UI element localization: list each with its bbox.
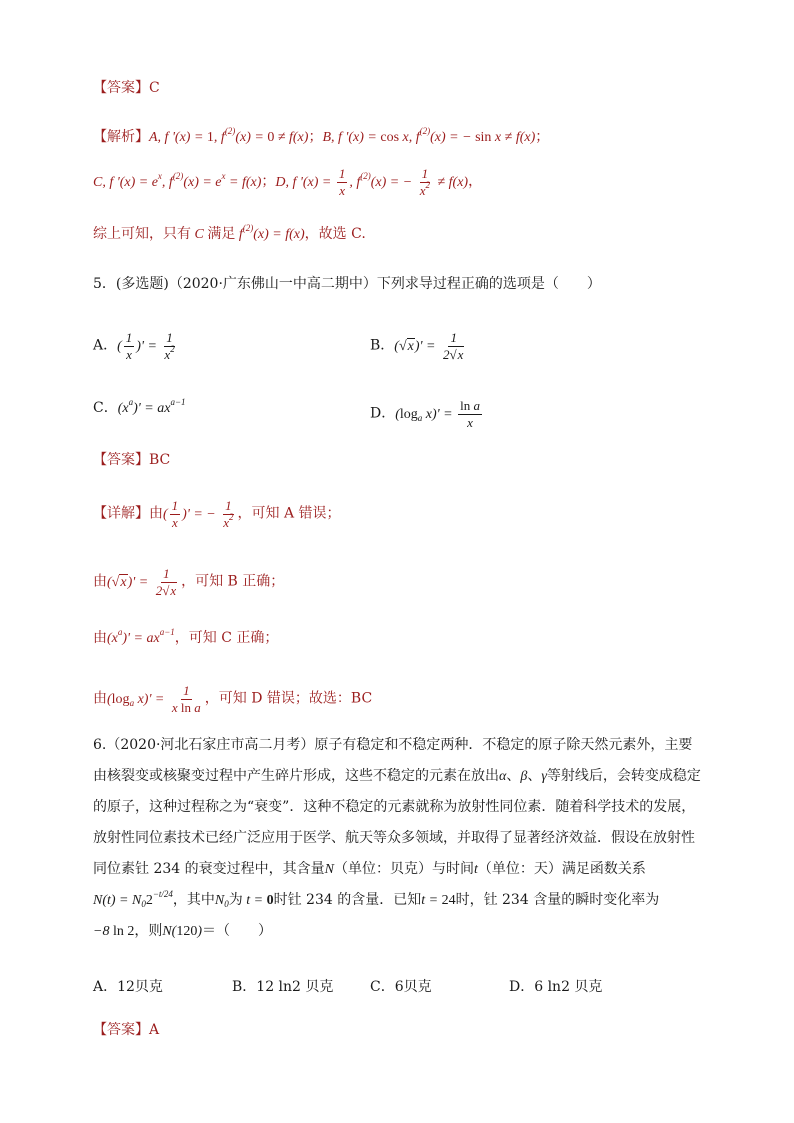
answer-tag: 【答案】 — [93, 80, 149, 96]
q5-detail-b: 由(√x)' = $\frac{1}{2√x}$ ，可知 B 正确； — [93, 566, 285, 598]
q5-answer-line — [93, 450, 170, 470]
q5-detail-d: 由($\log_a$ x)' = $\frac{1}{\text{x ln a}}$ ，可知 D 错误；故选：BC — [93, 683, 373, 715]
q6-answer: A — [149, 1022, 160, 1038]
answer-tag: 【答案】 — [93, 1022, 149, 1038]
q5-answer: BC — [149, 452, 171, 468]
q4-analysis-line-1: 【解析】A, f '(x) = 1, $f^{(2)}(x) = 0 \ne f(x)$；B, f '(x) = cos x, $f^{(2)}(x)$ = − sin x ≠ f(x)； — [93, 126, 550, 145]
q4-formula-c-d: C, f '$(x) = e^x$, $f^{(2)}(x) = e^x = f(x)$ — [93, 170, 262, 190]
q4-analysis-line-2: C, f '$(x) = e^x$, $f^{(2)}(x) = e^x = f(x)$；D, f '(x) = $\frac{1}{x}$ , $f^{(2)}(x)$ = − $\frac{1}{x^2}$ ≠ f(x)， — [93, 166, 483, 198]
q5-detail-c: 由$(x^a)' = ax^{a-1}$，可知 C 正确； — [93, 627, 279, 646]
q5-option-b: B．(√x)' = $\frac{1}{2√x}$ — [370, 330, 464, 362]
q5-detail-a: 【详解】由( $\frac{1}{x}$ )' = − $\frac{1}{x^2}$ ，可知 A 错误； — [93, 498, 341, 530]
detail-tag: 【详解】 — [93, 505, 149, 522]
q5-option-a: A．( $\frac{1}{x}$ )' = $\frac{1}{x^2}$ — [93, 330, 175, 362]
q5-stem: 5．(多选题)（2020·广东佛山一中高二期中）下列求导过程正确的选项是（ ） — [93, 276, 601, 292]
q6-rate-value: −8 ln 2 — [93, 924, 135, 939]
q4-formula-a-b: A, f '(x) = 1, $f^{(2)}(x) = 0 \ne f(x)$ — [149, 126, 309, 145]
q4-answer-line — [93, 78, 160, 98]
q6-option-a: A．12贝克 — [93, 979, 163, 995]
q5-option-d: D．($\log_a$ x)' = $\frac{\text{ln a}}{x}$ — [370, 398, 480, 430]
q6-answer-line — [93, 1020, 159, 1040]
q6-stem: 6.（2020·河北石家庄市高二月考）原子有稳定和不稳定两种．不稳定的原子除天然元素外，主要由核裂变或核聚变过程中产生碎片形成，这些不稳定的元素在放出α、β、γ等射线后，会转变成稳定的原子，这种过程称之为“衰变”．这种不稳定的元素就称为放射性同位素．随着科学技术的发展，放射性同位素技术已经广泛应用于医学、航天等众多领域，并取得了显著经济效益．假设在放射性同位素钍 234 的衰变过程中，其含量N（单位：贝克）与时间t（单位：天）满足函数关系 $N(t) = N_02^{-t/24}$，其中$N_0$为 t = 0时钍 234 的含量．已知t = 24时，钍 234 含量的瞬时变化率为 −8 ln 2，则N(120)＝（ ） — [93, 737, 701, 939]
q6-function-formula: $N(t) = N_02^{-t/24}$ — [93, 889, 173, 909]
q4-conclusion: 综上可知，只有 C 满足 $f^{(2)}(x) = f(x)$，故选 C. — [93, 223, 366, 242]
q6-option-c: C．6贝克 — [370, 979, 432, 995]
q6-option-b: B．12 ln2 贝克 — [232, 979, 334, 995]
analysis-tag: 【解析】 — [93, 129, 149, 145]
q4-answer: C — [149, 80, 160, 96]
answer-tag: 【答案】 — [93, 452, 149, 468]
q5-option-c: C．$(x^a)' = ax^{a-1}$ — [93, 397, 186, 416]
q6-option-d: D．6 ln2 贝克 — [509, 979, 603, 995]
